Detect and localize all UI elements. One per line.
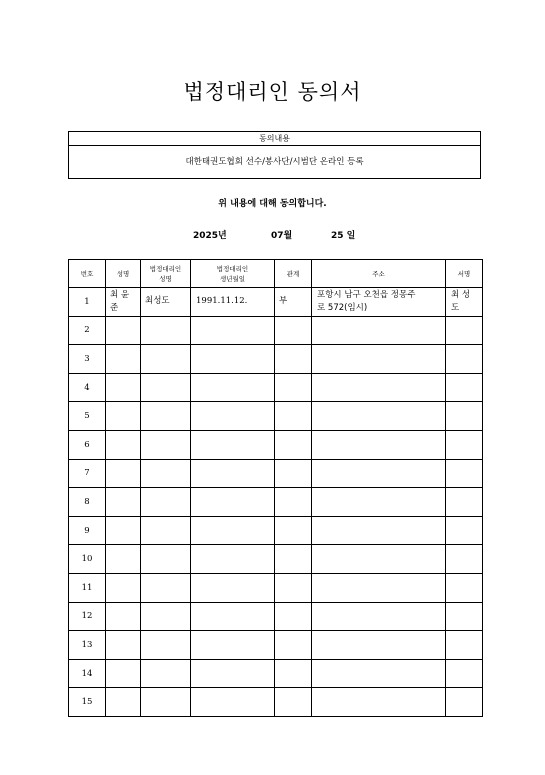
relation-cell[interactable] [275,373,312,402]
address-cell[interactable] [312,573,446,602]
row-number: 10 [69,545,106,574]
name-cell[interactable] [106,516,141,545]
relation-cell[interactable] [275,345,312,374]
table-row [69,659,483,688]
table-row [69,631,483,660]
row-number: 7 [69,459,106,488]
table-row [69,345,483,374]
address-cell[interactable] [312,488,446,517]
guardian-name-cell[interactable] [141,545,191,574]
table-row [69,430,483,459]
relation-cell[interactable] [275,402,312,431]
signature-cell[interactable] [446,573,483,602]
document-title: 법정대리인 동의서 [183,80,362,104]
relation-cell-text: 부 [279,296,288,307]
table-row [69,402,483,431]
header-guardian-name-line1: 법정대리인 [149,264,182,273]
table-row [69,602,483,631]
table-row [69,459,483,488]
row-number: 13 [69,631,106,660]
name-cell[interactable] [106,573,141,602]
guardian-dob-cell[interactable] [191,488,275,517]
row-number: 8 [69,488,106,517]
signature-cell-line: 도 [451,302,460,313]
row-number: 11 [69,573,106,602]
guardian-name-cell[interactable] [141,688,191,717]
header-signature: 서명 [446,260,483,288]
header-guardian-dob-line2: 생년월일 [219,274,246,283]
relation-cell[interactable] [275,573,312,602]
table-body [69,288,483,717]
guardian-name-cell[interactable] [141,373,191,402]
consent-header: 동의내용 [69,132,480,146]
guardian-dob-cell-text: 1991.11.12. [196,296,248,307]
guardian-dob-cell[interactable] [191,688,275,717]
relation-cell[interactable] [275,545,312,574]
address-cell[interactable] [312,345,446,374]
table-row [69,545,483,574]
guardian-name-cell[interactable] [141,602,191,631]
row-number: 4 [69,373,106,402]
address-cell[interactable] [312,373,446,402]
relation-cell[interactable] [275,316,312,345]
guardian-dob-cell[interactable] [191,316,275,345]
name-cell[interactable] [106,631,141,660]
signature-cell[interactable] [446,288,483,317]
guardian-dob-cell[interactable] [191,459,275,488]
row-number: 12 [69,602,106,631]
address-cell[interactable] [312,459,446,488]
name-cell-line: 최 윤 [110,289,130,300]
consent-content: 대한태권도협회 선수/봉사단/시범단 온라인 등록 [185,157,364,167]
date-day: 25 일 [331,231,356,241]
name-cell[interactable] [106,373,141,402]
row-number: 14 [69,659,106,688]
signature-cell[interactable] [446,631,483,660]
guardian-name-cell-text: 최성도 [145,296,170,307]
row-number: 3 [69,345,106,374]
signature-cell[interactable] [446,602,483,631]
name-cell[interactable] [106,602,141,631]
relation-cell[interactable] [275,459,312,488]
name-cell[interactable] [106,288,141,317]
relation-cell[interactable] [275,430,312,459]
table-row [69,516,483,545]
address-cell[interactable] [312,688,446,717]
address-cell[interactable] [312,516,446,545]
guardian-dob-cell[interactable] [191,402,275,431]
guardian-dob-cell[interactable] [191,345,275,374]
address-cell[interactable] [312,631,446,660]
name-cell-line: 준 [110,302,119,313]
name-cell[interactable] [106,402,141,431]
guardian-name-cell[interactable] [141,345,191,374]
name-cell[interactable] [106,459,141,488]
address-cell[interactable] [312,288,446,317]
relation-cell[interactable] [275,659,312,688]
guardian-name-cell[interactable] [141,573,191,602]
row-number: 9 [69,516,106,545]
guardian-dob-cell[interactable] [191,516,275,545]
signature-cell[interactable] [446,488,483,517]
name-cell[interactable] [106,345,141,374]
table-row [69,573,483,602]
table-row [69,488,483,517]
date-month: 07월 [271,231,293,241]
name-cell[interactable] [106,488,141,517]
signature-cell[interactable] [446,688,483,717]
address-cell-line: 로 572(임시) [317,302,368,313]
consent-roster-table [68,259,483,717]
name-cell[interactable] [106,545,141,574]
guardian-name-cell[interactable] [141,659,191,688]
guardian-name-cell[interactable] [141,402,191,431]
guardian-name-cell[interactable] [141,288,191,317]
agree-statement: 위 내용에 대해 동의합니다. [218,199,327,209]
guardian-name-cell[interactable] [141,430,191,459]
row-number: 15 [69,688,106,717]
address-cell[interactable] [312,545,446,574]
guardian-dob-cell[interactable] [191,573,275,602]
row-number: 1 [69,288,106,317]
table-row [69,373,483,402]
header-no: 번호 [69,260,106,288]
guardian-dob-cell[interactable] [191,288,275,317]
guardian-name-cell[interactable] [141,459,191,488]
signature-cell[interactable] [446,316,483,345]
row-number: 6 [69,430,106,459]
signature-cell[interactable] [446,402,483,431]
relation-cell[interactable] [275,488,312,517]
row-number: 5 [69,402,106,431]
name-cell[interactable] [106,430,141,459]
guardian-dob-cell[interactable] [191,659,275,688]
address-cell[interactable] [312,402,446,431]
relation-cell[interactable] [275,602,312,631]
guardian-dob-cell[interactable] [191,545,275,574]
relation-cell[interactable] [275,688,312,717]
header-relation: 관계 [275,260,312,288]
guardian-dob-cell[interactable] [191,631,275,660]
signature-cell[interactable] [446,659,483,688]
relation-cell[interactable] [275,288,312,317]
row-number: 2 [69,316,106,345]
header-guardian-name [141,260,191,288]
signature-cell[interactable] [446,545,483,574]
signature-cell-line: 최 성 [451,289,471,300]
guardian-dob-cell[interactable] [191,430,275,459]
table-row [69,688,483,717]
address-cell[interactable] [312,430,446,459]
table-header-row [69,260,483,288]
name-cell[interactable] [106,688,141,717]
guardian-name-cell[interactable] [141,488,191,517]
table-row [69,288,483,317]
header-guardian-dob-line1: 법정대리인 [216,264,249,273]
guardian-name-cell[interactable] [141,631,191,660]
guardian-dob-cell[interactable] [191,602,275,631]
guardian-name-cell[interactable] [141,316,191,345]
relation-cell[interactable] [275,631,312,660]
signature-cell[interactable] [446,459,483,488]
date-year: 2025년 [193,231,227,241]
address-cell-line: 포항시 남구 오천읍 정몽주 [317,289,416,300]
address-cell[interactable] [312,316,446,345]
address-cell[interactable] [312,602,446,631]
consent-content-box [68,131,481,179]
header-guardian-dob [191,260,275,288]
header-guardian-name-line2: 성명 [159,274,172,283]
address-cell[interactable] [312,659,446,688]
table-row [69,316,483,345]
guardian-name-cell[interactable] [141,516,191,545]
signature-cell[interactable] [446,373,483,402]
signature-cell[interactable] [446,430,483,459]
header-name: 성명 [106,260,141,288]
signature-cell[interactable] [446,345,483,374]
name-cell[interactable] [106,316,141,345]
name-cell[interactable] [106,659,141,688]
guardian-dob-cell[interactable] [191,373,275,402]
relation-cell[interactable] [275,516,312,545]
signature-cell[interactable] [446,516,483,545]
header-address: 주소 [312,260,446,288]
